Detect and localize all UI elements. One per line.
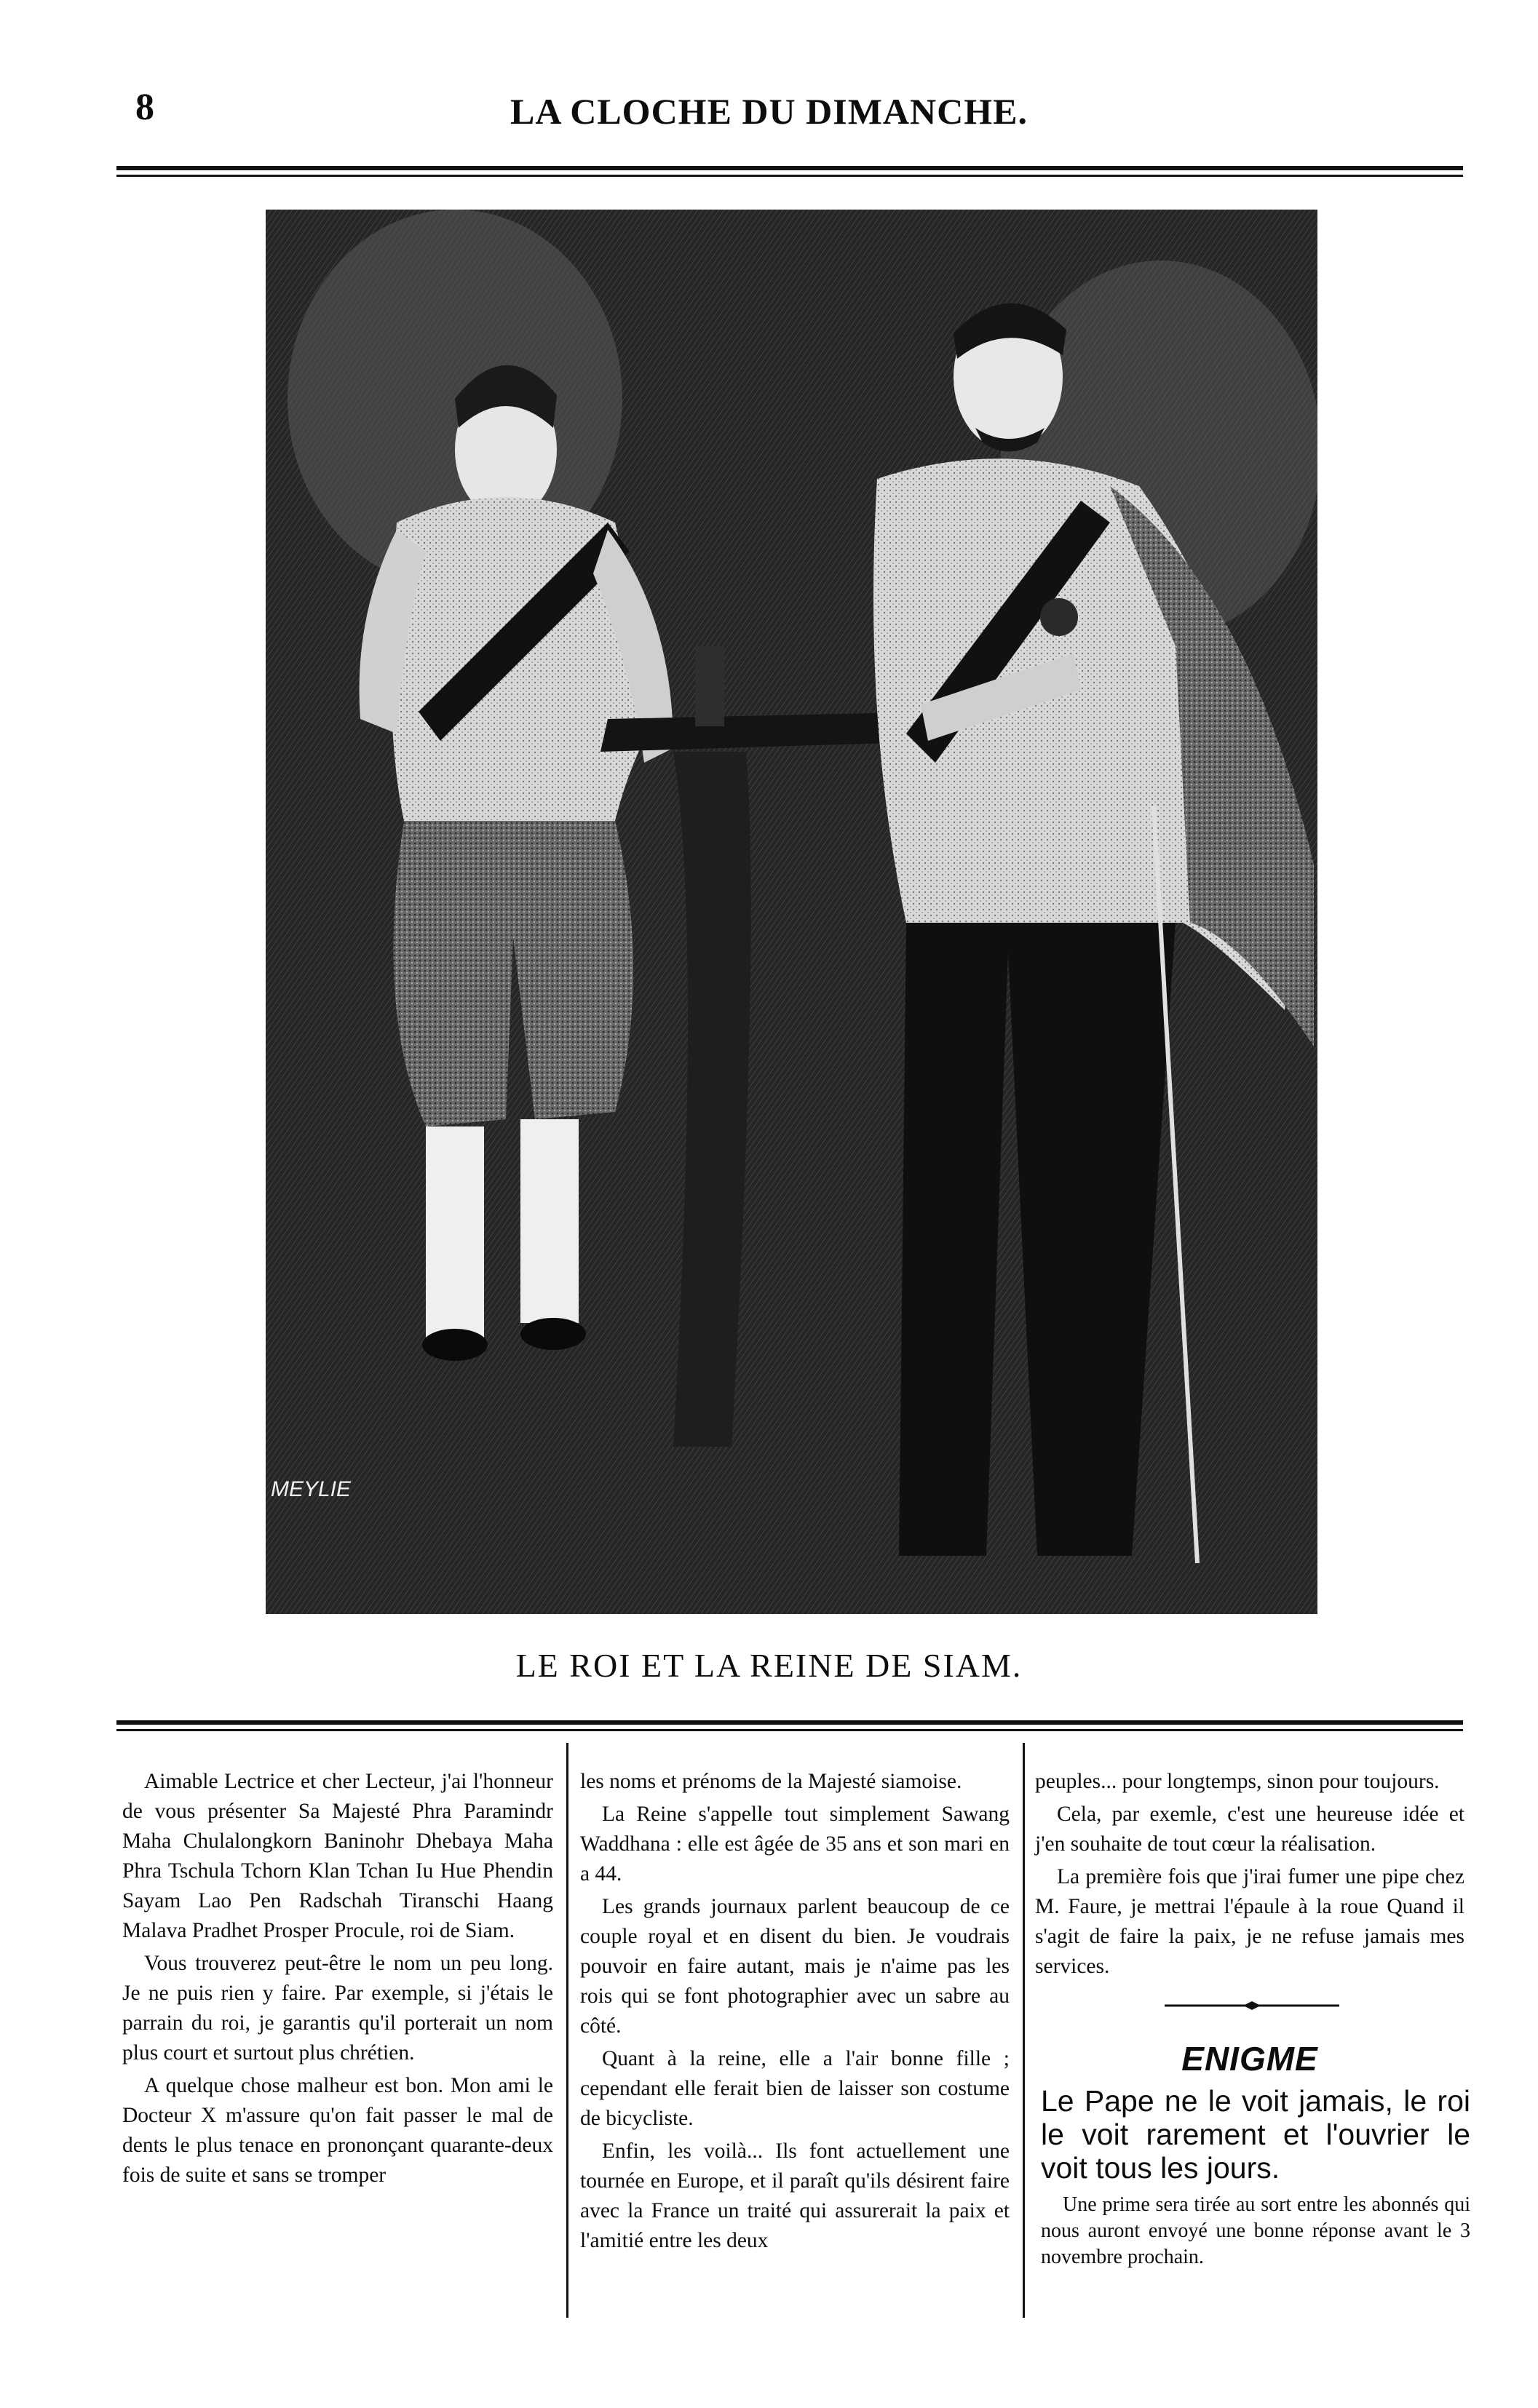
page-number: 8 xyxy=(135,87,154,128)
engraver-signature: MEYLIE xyxy=(271,1477,352,1501)
paragraph: Aimable Lectrice et cher Lecteur, j'ai l'honneur de vous présenter Sa Majesté Phra Paramindr Maha Chulalongkorn Baninohr Dhebaya Maha Phra Tschula Tchorn Klan Tchan Iu Hue Phendin Sayam Lao Pen Radschah Tiranschi Haang Malava Pradhet Prosper Procule, roi de Siam. xyxy=(122,1770,553,1942)
paragraph: Quant à la reine, elle a l'air bonne fille ; cependant elle ferait bien de laisser son costume de bicycliste. xyxy=(580,2047,1010,2130)
article-column-2 xyxy=(580,1767,1010,2256)
paragraph: Vous trouverez peut-être le nom un peu long. Je ne puis rien y faire. Par exemple, si j'étais le parrain du roi, je garantis qu'il porterait un nom plus court et surtout plus chrétien. xyxy=(122,1952,553,2065)
column-divider xyxy=(566,1743,568,2318)
column-divider xyxy=(1023,1743,1025,2318)
paragraph: Les grands journaux parlent beaucoup de ce couple royal et en disent du bien. Je voudrais pouvoir en faire autant, mais je n'aime pas les rois qui se font photographier avec un sabre au côté. xyxy=(580,1895,1010,2038)
running-head: LA CLOCHE DU DIMANCHE. xyxy=(510,91,1028,132)
article-column-3 xyxy=(1035,1767,1464,1982)
enigme-title: ENIGME xyxy=(1181,2040,1318,2078)
engraving-king-queen-siam xyxy=(266,210,1317,1614)
enigme-prize-note: Une prime sera tirée au sort entre les abonnés qui nous auront envoyé une bonne réponse avant le 3 novembre prochain. xyxy=(1041,2193,1470,2268)
paragraph: La première fois que j'irai fumer une pipe chez M. Faure, je mettrai l'épaule à la roue Quand il s'agit de faire la paix, je ne refuse jamais mes services. xyxy=(1035,1865,1464,1978)
paragraph: les noms et prénoms de la Majesté siamoise. xyxy=(580,1770,962,1793)
paragraph: peuples... pour longtemps, sinon pour toujours. xyxy=(1035,1770,1440,1793)
header-rule-top xyxy=(116,166,1463,170)
article-column-1 xyxy=(122,1767,553,2190)
enigme-riddle: Le Pape ne le voit jamais, le roi le voit rarement et l'ouvrier le voit tous les jours. xyxy=(1041,2084,1470,2185)
paragraph: La Reine s'appelle tout simplement Sawang Waddhana : elle est âgée de 35 ans et son mari en a 44. xyxy=(580,1803,1010,1886)
header-rule-bottom xyxy=(116,175,1463,177)
engraving-drawing xyxy=(266,210,1317,1614)
paragraph: Enfin, les voilà... Ils font actuellement une tournée en Europe, et il paraît qu'ils désirent faire avec la France un traité qui assurerait la paix et l'amitié entre les deux xyxy=(580,2139,1010,2252)
ornament-divider xyxy=(1165,2000,1339,2011)
caption-rule-top xyxy=(116,1720,1463,1725)
paragraph: A quelque chose malheur est bon. Mon ami le Docteur X m'assure qu'on fait passer le mal de dents le plus tenace en prononçant quarante-deux fois de suite et sans se tromper xyxy=(122,2074,553,2187)
paragraph: Cela, par exemle, c'est une heureuse idée et j'en souhaite de tout cœur la réalisation. xyxy=(1035,1803,1464,1856)
caption-rule-bottom xyxy=(116,1729,1463,1731)
illustration-caption: LE ROI ET LA REINE DE SIAM. xyxy=(515,1647,1023,1684)
